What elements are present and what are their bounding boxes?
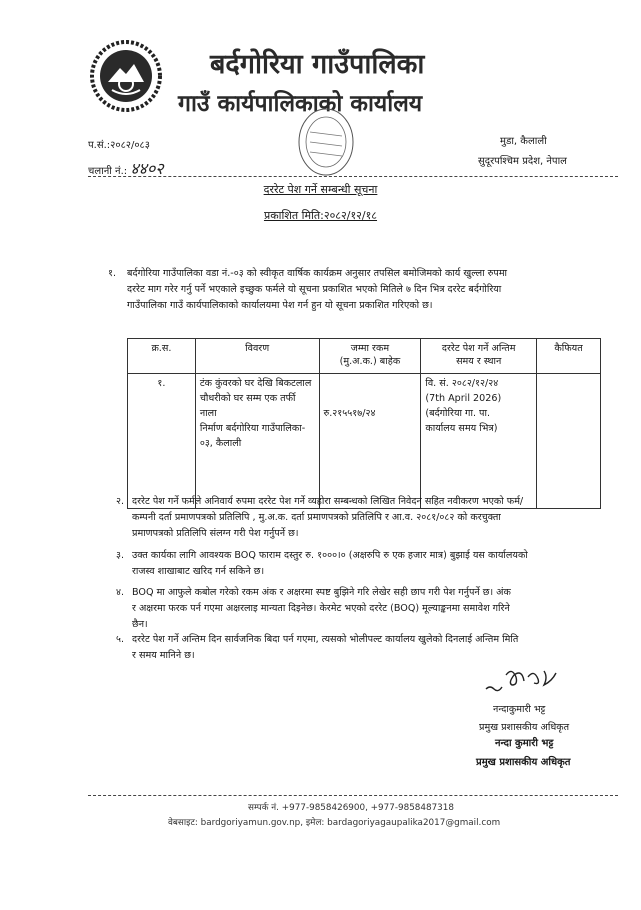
published-date: प्रकाशित मिति:२०८२/१२/१८ bbox=[263, 209, 378, 222]
footer-email[interactable]: इमेल: bardagoriyagaupalika2017@gmail.com bbox=[305, 818, 501, 828]
para1-line: दररेट माग गरेर गर्नु पर्ने भएकाले इच्छुक फर्मले यो सूचना प्रकाशित भएको मितिले ७ दिन भित्र दररेट बर्दगोरिया bbox=[127, 284, 502, 295]
paragraph-4: BOQ मा आफुले कबोल गरेको रकम अंक र अक्षरमा स्पष्ट बुझिने गरि लेखेर सही छाप गरी पेश गर्नुपर्ने छ। अंक र अक्षरमा फरक पर्न गएमा अक्षरलाइ मान्यता दिइनेछ। केरमेट भएको दररेट (BOQ) मूल्याङ्कनमा समावेश गरिने छैन। bbox=[132, 587, 511, 630]
cell-deadline: वि. सं. २०८२/१२/२४ (7th April 2026) (बर्दगोरिया गा. पा. कार्यालय समय भित्र) bbox=[421, 374, 537, 509]
cell-description: टंक कुंवरको घर देखि बिकटलाल चौधरीको घर सम्म एक तर्फी नाला निर्माण बर्दगोरिया गाउँपालिका- ०३, कैलाली bbox=[195, 374, 319, 509]
notice-title: दररेट पेश गर्ने सम्बन्धी सूचना bbox=[263, 183, 378, 196]
chalani-number: ४४०२ bbox=[130, 159, 164, 178]
cell-sn: १. bbox=[128, 374, 196, 509]
office-subtitle: गाउँ कार्यपालिकाको कार्यालय bbox=[178, 91, 423, 117]
work-details-table bbox=[127, 338, 601, 509]
para5-number: ५. bbox=[116, 634, 125, 645]
para1-number: १. bbox=[108, 268, 117, 279]
para1-line: गाउँपालिका गाउँ कार्यपालिकाको कार्यालयमा पेश गर्न हुन यो सूचना प्रकाशित गरिएको छ। bbox=[127, 300, 433, 311]
header-deadline: दररेट पेश गर्ने अन्तिम समय र स्थान bbox=[421, 339, 537, 374]
designation-stamp: प्रमुख प्रशासकीय अधिकृत bbox=[476, 757, 571, 768]
official-stamp bbox=[296, 106, 356, 178]
header-sn: क्र.स. bbox=[128, 339, 196, 374]
cell-remarks bbox=[537, 374, 601, 509]
chalani-label: चलानी नं.: bbox=[88, 166, 128, 177]
header-amount: जम्मा रकम (मु.अ.क.) बाहेक bbox=[319, 339, 421, 374]
table-row bbox=[128, 374, 601, 509]
para2-number: २. bbox=[116, 496, 125, 507]
signature-scribble bbox=[482, 663, 562, 697]
table-header-row bbox=[128, 339, 601, 374]
paragraph-2: दररेट पेश गर्ने फर्मले अनिवार्य रुपमा दररेट पेश गर्ने व्यहोरा सम्बन्धको लिखित निवेदन सहित नवीकरण भएको फर्म/ कम्पनी दर्ता प्रमाणपत्रको प्रतिलिपि , मु.अ.क. दर्ता प्रमाणपत्रको प्रतिलिपि र आ.व. २०८१/०८२ को करचुक्ता प्रमाणपत्रको प्रतिलिपि संलग्न गरी पेश गर्नुपर्ने छ। bbox=[132, 496, 524, 539]
footer-website[interactable]: वेबसाइट: bardgoriyamun.gov.np, bbox=[168, 818, 304, 828]
patra-sankhya: प.सं.:२०८२/०८३ bbox=[88, 140, 150, 151]
signatory-name: नन्दाकुमारी भट्ट bbox=[493, 704, 546, 715]
paragraph-5: दररेट पेश गर्ने अन्तिम दिन सार्वजनिक बिदा पर्न गएमा, त्यसको भोलीपल्ट कार्यालय खुलेको दिनलाई अन्तिम मिति र समय मानिने छ। bbox=[132, 634, 519, 661]
footer-contact: सम्पर्क नं. +977-9858426900, +977-9858487318 bbox=[248, 803, 454, 813]
paragraph-1 bbox=[127, 266, 607, 314]
footer-divider bbox=[88, 795, 618, 796]
para4-number: ४. bbox=[116, 587, 125, 598]
cell-amount: रु.२१५५१७/२४ bbox=[319, 374, 421, 509]
office-title: बर्दगोरिया गाउँपालिका bbox=[210, 49, 425, 80]
municipality-logo bbox=[88, 38, 164, 114]
footer-website-email bbox=[168, 816, 500, 828]
location-line-1: मुडा, कैलाली bbox=[500, 136, 547, 147]
location-line-2: सुदूरपश्चिम प्रदेश, नेपाल bbox=[478, 156, 567, 167]
name-stamp: नन्दा कुमारी भट्ट bbox=[495, 738, 554, 749]
para3-number: ३. bbox=[116, 550, 125, 561]
signatory-designation: प्रमुख प्रशासकीय अधिकृत bbox=[479, 722, 570, 733]
para1-line: बर्दगोरिया गाउँपालिका वडा नं.-०३ को स्वीकृत वार्षिक कार्यक्रम अनुसार तपसिल बमोजिमको कार्य खुल्ला रुपमा bbox=[127, 268, 508, 279]
header-divider bbox=[88, 176, 618, 177]
paragraph-3: उक्त कार्यका लागि आवश्यक BOQ फाराम दस्तुर रु. १०००।० (अक्षरुपि रु एक हजार मात्र) बुझाई यस कार्यालयको राजस्व शाखाबाट खरिद गर्न सकिने छ। bbox=[132, 550, 528, 577]
header-remarks: कैफियत bbox=[537, 339, 601, 374]
header-description: विवरण bbox=[195, 339, 319, 374]
